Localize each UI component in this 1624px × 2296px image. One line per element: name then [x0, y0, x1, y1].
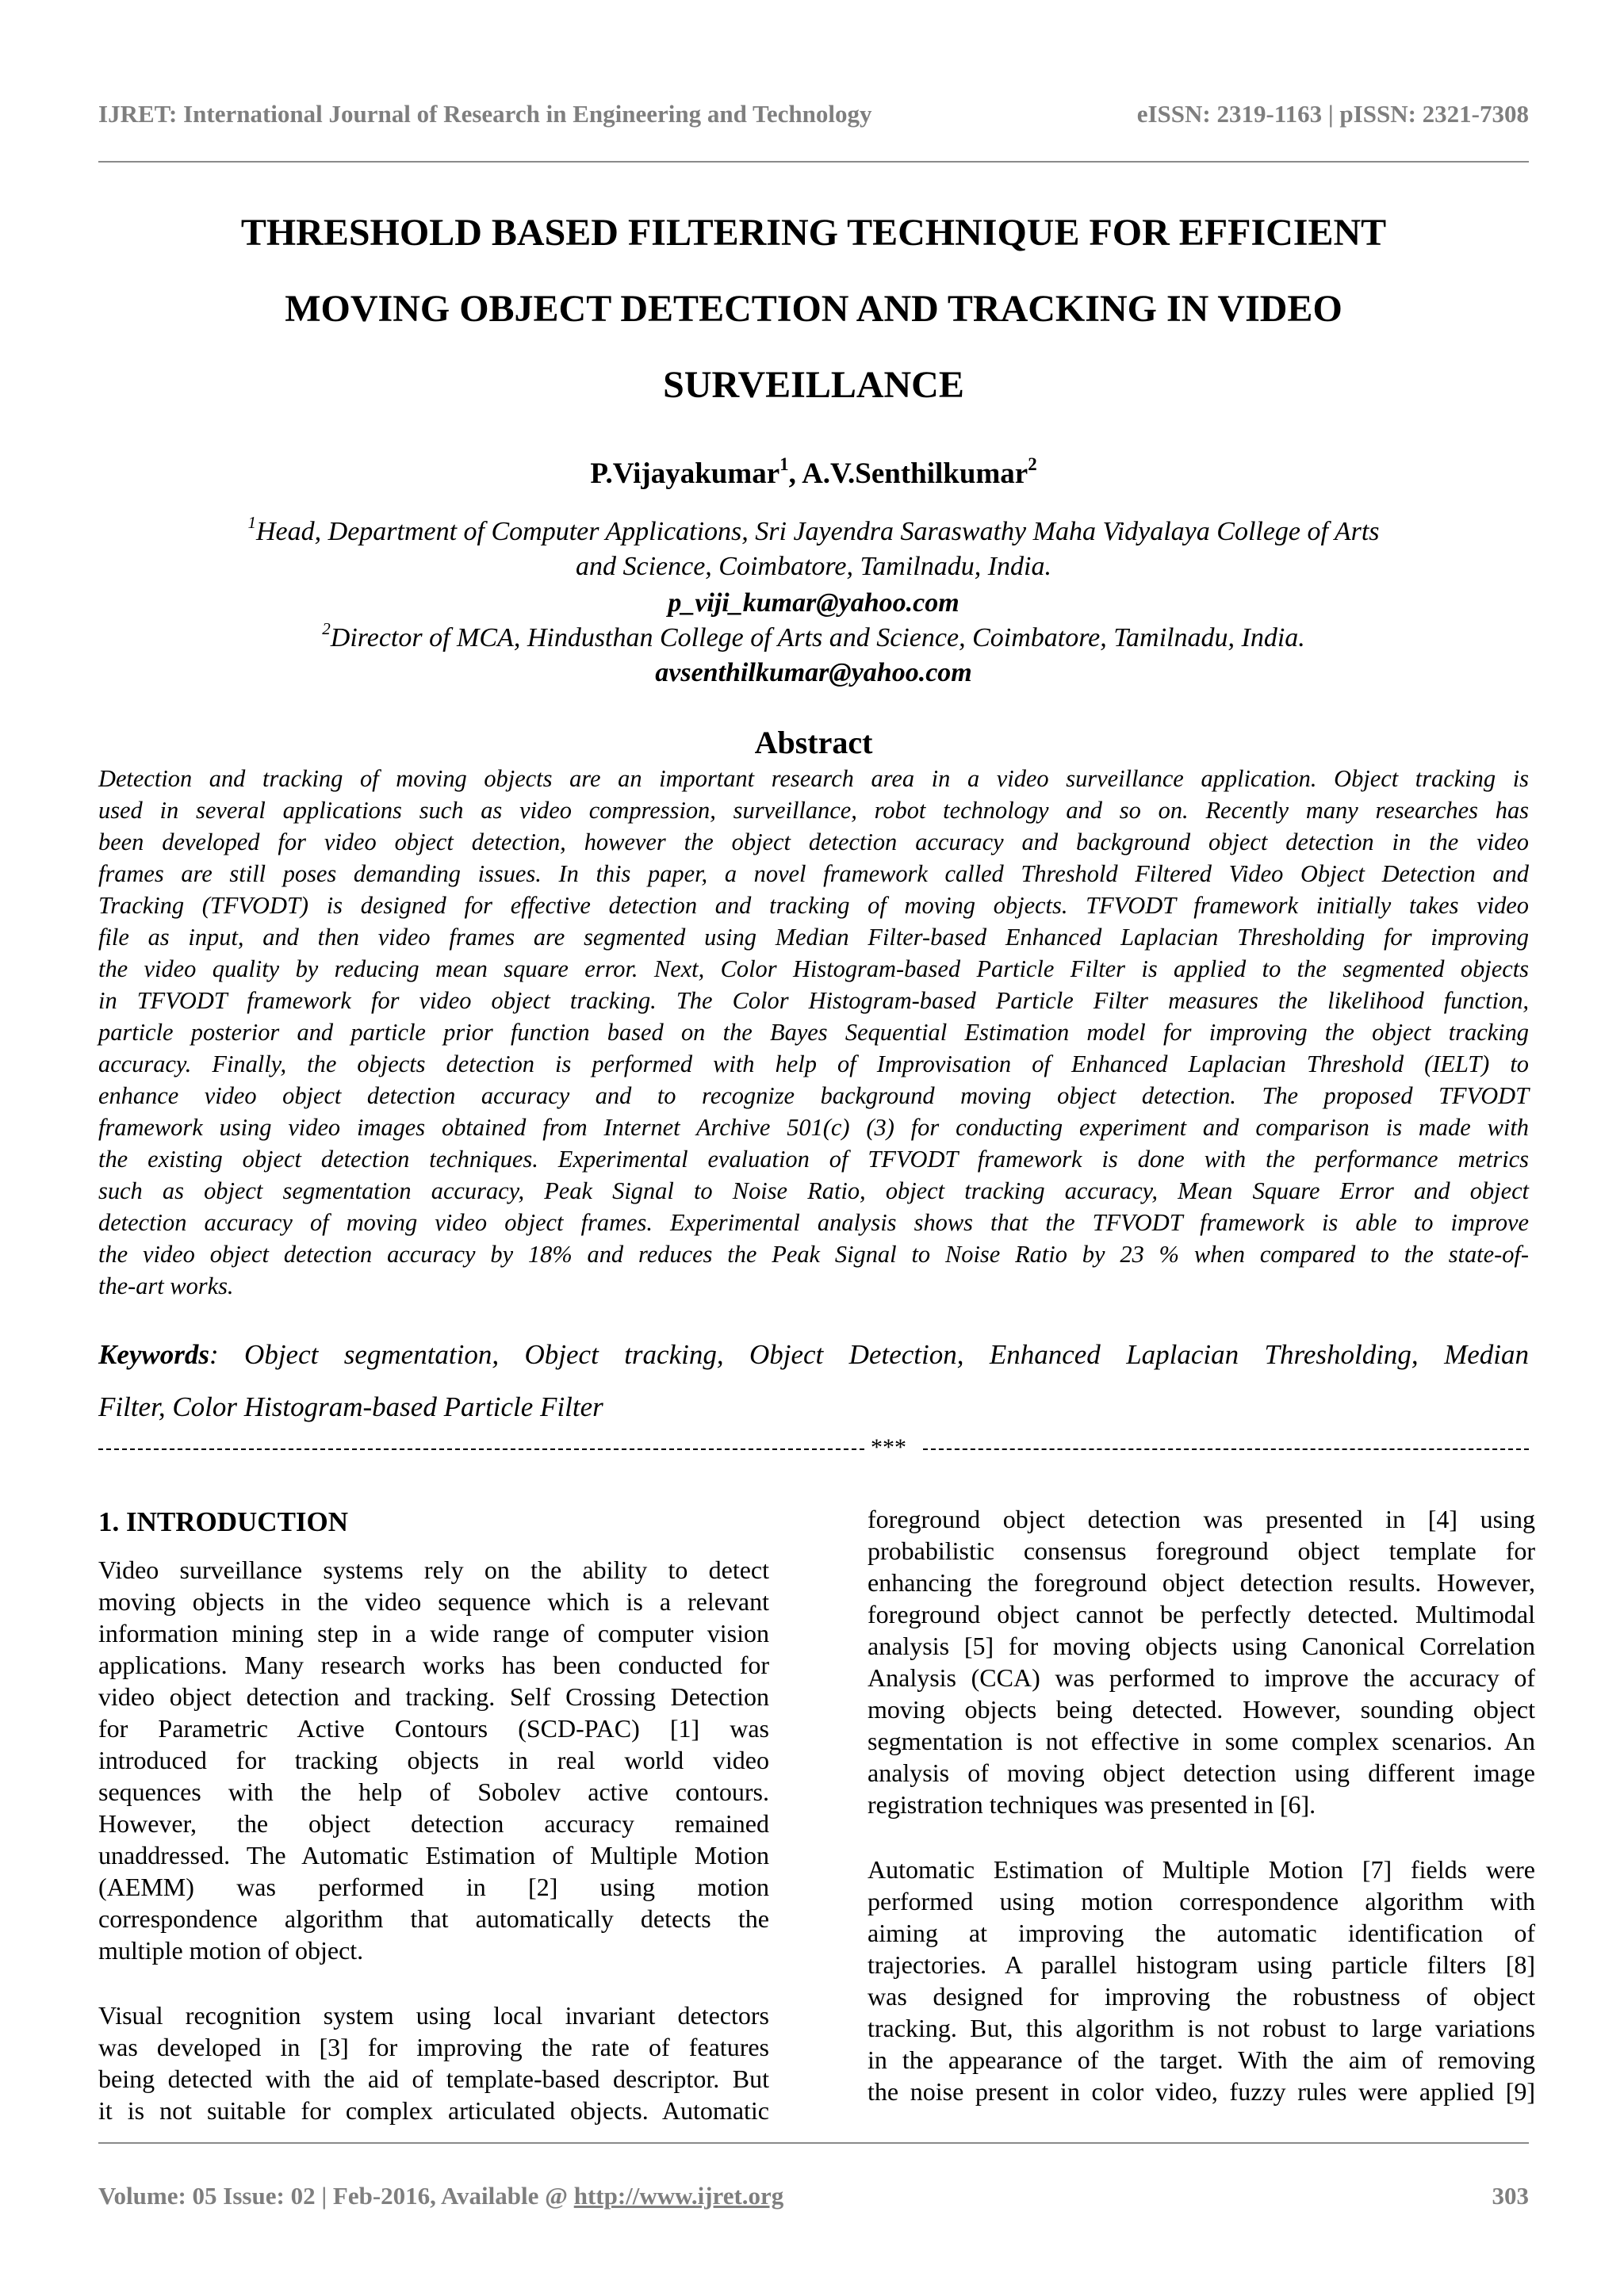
abstract-line: Tracking (TFVODT) is designed for effective detection and tracking of moving objects. TFVODT framework initially takes video: [98, 892, 1529, 919]
header-rule: [98, 161, 1529, 163]
journal-link[interactable]: http://www.ijret.org: [573, 2182, 784, 2210]
abstract-line: the existing object detection techniques. Experimental evaluation of TFVODT framework is done with the performance metrics: [98, 1146, 1529, 1173]
abstract-line: accuracy. Finally, the objects detection is performed with help of Improvisation of Enhanced Laplacian Threshold (IELT) to: [98, 1050, 1529, 1077]
body-line: it is not suitable for complex articulated objects. Automatic: [98, 2096, 769, 2125]
keywords-line: [98, 1329, 1529, 1381]
abstract-line: particle posterior and particle prior function based on the Bayes Sequential Estimation model for improving the object tracking: [98, 1019, 1529, 1046]
body-line: was developed in [3] for improving the rate of features: [98, 2033, 769, 2061]
author-affiliation-marker: 1: [779, 453, 789, 474]
running-header: [98, 100, 1529, 132]
body-line: segmentation is not effective in some complex scenarios. An: [868, 1727, 1535, 1755]
body-line: introduced for tracking objects in real world video: [98, 1746, 769, 1774]
title-line: THRESHOLD BASED FILTERING TECHNIQUE FOR EFFICIENT: [240, 212, 1387, 254]
abstract-line: the video quality by reducing mean square error. Next, Color Histogram-based Particle Filter is applied to the segmented objects: [98, 955, 1529, 982]
title-line: MOVING OBJECT DETECTION AND TRACKING IN VIDEO: [285, 288, 1342, 330]
keywords-line: Filter, Color Histogram-based Particle Filter: [98, 1391, 603, 1422]
abstract-line: such as object segmentation accuracy, Peak Signal to Noise Ratio, object tracking accuracy, Mean Square Error and object: [98, 1177, 1529, 1204]
affiliation-text: Director of MCA, Hindusthan College of Arts and Science, Coimbatore, Tamilnadu, India.: [330, 623, 1305, 652]
section-heading: 1. INTRODUCTION: [98, 1506, 349, 1537]
body-line: analysis [5] for moving objects using Canonical Correlation: [868, 1632, 1535, 1660]
body-line: Video surveillance systems rely on the ability to detect: [98, 1556, 769, 1584]
body-line: performed using motion correspondence algorithm with: [868, 1887, 1535, 1915]
separator-stars: ***: [871, 1434, 906, 1460]
issn-info: eISSN: 2319-1163 | pISSN: 2321-7308: [1136, 100, 1529, 128]
keywords-text: : Object segmentation, Object tracking, Object Detection, Enhanced Laplacian Thresholding, Median: [209, 1339, 1529, 1370]
separator-dashes: [923, 1448, 1529, 1450]
body-line: in the appearance of the target. With the aim of removing: [868, 2045, 1535, 2074]
author-name: A.V.Senthilkumar: [802, 457, 1028, 490]
page-number: 303: [1492, 2182, 1529, 2210]
body-line: being detected with the aid of template-based descriptor. But: [98, 2064, 769, 2093]
abstract-body: [98, 763, 1529, 1302]
body-line: registration techniques was presented in [6].: [868, 1790, 1316, 1819]
affiliation-1: [98, 513, 1529, 547]
body-line: applications. Many research works has been conducted for: [98, 1651, 769, 1679]
body-line: sequences with the help of Sobolev active contours.: [98, 1777, 769, 1806]
keywords: [98, 1329, 1529, 1433]
title-line: SURVEILLANCE: [663, 364, 964, 406]
author-email[interactable]: p_viji_kumar@yahoo.com: [668, 588, 959, 618]
body-line: However, the object detection accuracy remained: [98, 1809, 769, 1838]
affiliation-marker: 2: [322, 619, 331, 639]
right-column: [868, 1503, 1535, 2107]
body-line: foreground object cannot be perfectly detected. Multimodal: [868, 1600, 1535, 1628]
abstract-heading: Abstract: [754, 725, 873, 760]
body-line: enhancing the foreground object detection results. However,: [868, 1568, 1535, 1597]
body-line: information mining step in a wide range of computer vision: [98, 1619, 769, 1647]
body-line: tracking. But, this algorithm is not robust to large variations: [868, 2014, 1535, 2042]
body-line: Analysis (CCA) was performed to improve the accuracy of: [868, 1663, 1535, 1692]
abstract-line: file as input, and then video frames are segmented using Median Filter-based Enhanced Laplacian Thresholding for improving: [98, 924, 1529, 951]
body-line: (AEMM) was performed in [2] using motion: [98, 1873, 769, 1901]
separator-dashes: [98, 1448, 864, 1450]
body-line: the noise present in color video, fuzzy rules were applied [9]: [868, 2077, 1535, 2106]
body-line: Visual recognition system using local invariant detectors: [98, 2001, 769, 2030]
abstract-line: the-art works.: [98, 1272, 234, 1299]
keywords-label: Keywords: [98, 1339, 209, 1370]
body-line: foreground object detection was presented in [4] using: [868, 1505, 1535, 1533]
section-separator: [98, 1434, 1529, 1466]
author-name: P.Vijayakumar: [590, 457, 780, 490]
abstract-line: used in several applications such as video compression, surveillance, robot technology and so on. Recently many researches has: [98, 797, 1529, 824]
paper-title: [98, 195, 1529, 423]
body-line: moving objects being detected. However, sounding object: [868, 1695, 1535, 1724]
body-line: moving objects in the video sequence which is a relevant: [98, 1587, 769, 1616]
body-line: unaddressed. The Automatic Estimation of Multiple Motion: [98, 1841, 769, 1869]
body-line: probabilistic consensus foreground object template for: [868, 1536, 1535, 1565]
affiliation-text: Head, Department of Computer Applications, Sri Jayendra Saraswathy Maha Vidyalaya College of Arts: [256, 517, 1380, 546]
author-email[interactable]: avsenthilkumar@yahoo.com: [655, 658, 972, 687]
footer-rule: [98, 2142, 1529, 2144]
footer-volume-info: [98, 2182, 783, 2210]
abstract-line: been developed for video object detection, however the object detection accuracy and background object detection in the video: [98, 828, 1529, 855]
body-line: trajectories. A parallel histogram using particle filters [8]: [868, 1950, 1535, 1979]
body-line: multiple motion of object.: [98, 1936, 364, 1965]
body-line: video object detection and tracking. Self Crossing Detection: [98, 1682, 769, 1711]
body-line: analysis of moving object detection using different image: [868, 1758, 1535, 1787]
body-line: correspondence algorithm that automatically detects the: [98, 1904, 769, 1933]
left-column: [98, 1505, 769, 2126]
affiliation-1-cont: and Science, Coimbatore, Tamilnadu, India.: [576, 552, 1051, 581]
footer-volume-text: Volume: 05 Issue: 02 | Feb-2016, Available @: [98, 2182, 574, 2210]
journal-name: IJRET: International Journal of Research in Engineering and Technology: [98, 100, 872, 128]
author-affiliation-marker: 2: [1028, 453, 1037, 474]
body-line: aiming at improving the automatic identification of: [868, 1919, 1535, 1947]
body-line: Automatic Estimation of Multiple Motion [7] fields were: [868, 1855, 1535, 1884]
author-list: [98, 453, 1529, 491]
abstract-line: the video object detection accuracy by 18% and reduces the Peak Signal to Noise Ratio by 23 % when compared to the state-of-: [98, 1241, 1529, 1268]
author-separator: ,: [788, 457, 802, 490]
body-line: for Parametric Active Contours (SCD-PAC) [1] was: [98, 1714, 769, 1743]
abstract-line: Detection and tracking of moving objects are an important research area in a video surveillance application. Object tracking is: [98, 765, 1529, 792]
affiliation-2: [98, 619, 1529, 653]
body-line: was designed for improving the robustness of object: [868, 1982, 1535, 2011]
abstract-line: in TFVODT framework for video object tracking. The Color Histogram-based Particle Filter measures the likelihood function,: [98, 987, 1529, 1014]
abstract-line: enhance video object detection accuracy and to recognize background moving object detection. The proposed TFVODT: [98, 1082, 1529, 1109]
abstract-line: detection accuracy of moving video object frames. Experimental analysis shows that the TFVODT framework is able to improve: [98, 1209, 1529, 1236]
affiliation-marker: 1: [247, 513, 256, 533]
abstract-line: framework using video images obtained from Internet Archive 501(c) (3) for conducting experiment and comparison is made with: [98, 1114, 1529, 1141]
abstract-line: frames are still poses demanding issues. In this paper, a novel framework called Threshold Filtered Video Object Detection and: [98, 860, 1529, 887]
